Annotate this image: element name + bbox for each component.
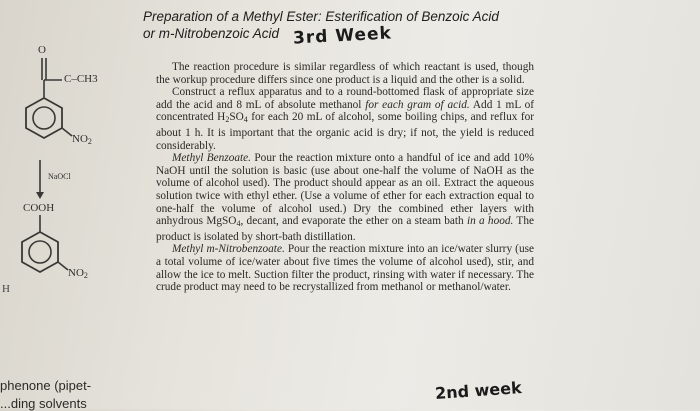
benzoate-text-b: Pour the reaction mixture onto a handful of ice and add 10% NaOH until the solution is basic (use about one-half the volume of NaOH as the volume of alcohol used). The product should appear as an oil. Extract the aqueous solution twice with ethyl ether. (Use a volume of ether for each extraction equal to one-half the volume of alcohol used.) Dry the combined ether layers with anhydrous MgSO (156, 152, 534, 228)
nitro-label-top (72, 133, 92, 146)
so4-subscript: 4 (243, 115, 248, 125)
nitrobenzoate-text: Pour the reaction mixture into an ice/water slurry (use a total volume of ice/water about five times the volume of alcohol used), stir, and allow the ice to melt. Suction filter the product, rinsing with water if necessary. The crude product may need to be recrystallized from methanol or methanol/water. (156, 243, 534, 294)
benzene-ring-bottom (22, 232, 58, 272)
nitro-sub-bottom: 2 (83, 271, 88, 280)
margin-text-line-1: phenone (pipet- (0, 378, 92, 393)
h2-subscript: 2 (225, 115, 230, 125)
handwritten-week-note-2: 2nd week (434, 378, 523, 403)
paragraph-nitrobenzoate (156, 243, 534, 293)
margin-text-line-2: ...ding solvents (0, 396, 87, 411)
nitro-bond-top (62, 128, 72, 136)
nitro-sub-top: 2 (87, 137, 92, 146)
methyl-label: C–CH3 (64, 73, 98, 85)
handwritten-week-note: 3rd Week (292, 23, 393, 49)
benzene-ring-top (26, 98, 62, 138)
benzoate-text-e: The product is isolated by short-bath distillation. (156, 215, 534, 243)
benzoate-text-d: in a hood. (466, 215, 514, 228)
reflux-text-a: Construct a reflux apparatus and to a round-bottomed flask of appropriate size add the acid and 8 mL of absolute methanol (156, 86, 534, 111)
nitro-text-bottom: NO (68, 267, 84, 279)
reflux-text-c: Add 1 mL of concentrated H (156, 98, 534, 124)
reflux-text-d: SO (229, 111, 244, 124)
nitro-text-top: NO (72, 133, 88, 145)
benzoate-heading: Methyl Benzoate. (172, 152, 251, 165)
arrow-head (36, 192, 44, 199)
margin-edge-char: H (2, 283, 10, 295)
procedure-body (156, 61, 534, 294)
reaction-scheme (0, 0, 150, 409)
aromatic-circle-bottom (29, 241, 51, 263)
reagent-label: NaOCl (48, 172, 71, 181)
reflux-text-b: for each gram of acid. (365, 98, 470, 111)
reflux-text-e: for each 20 mL of alcohol, some boiling chips, and reflux for about 1 h. It is important that the organic acid is dry; if not, the yield is reduced considerably. (156, 111, 534, 152)
nitro-bond-bottom (58, 262, 68, 270)
paragraph-intro: The reaction procedure is similar regardless of which reactant is used, though the workup procedure differs since one product is a liquid and the other is a solid. (156, 61, 534, 86)
title-line-2: or m-Nitrobenzoic Acid (143, 26, 280, 41)
paragraph-methyl-benzoate (156, 152, 534, 243)
methyl-text: CH3 (76, 73, 98, 85)
title-line-1: Preparation of a Methyl Ester: Esterification of Benzoic Acid (143, 9, 499, 24)
carboxyl-label: COOH (23, 202, 55, 214)
mgso4-subscript: 4 (236, 219, 241, 229)
benzene-structures-svg (0, 0, 150, 300)
nitrobenzoate-heading: Methyl m-Nitrobenzoate. (172, 243, 285, 256)
benzoate-text-c: , decant, and evaporate the ether on a steam bath (240, 215, 467, 228)
paragraph-reflux (156, 86, 534, 152)
nitro-label-bottom (68, 267, 88, 280)
aromatic-circle-top (33, 107, 55, 129)
carbonyl-oxygen-label: O (38, 44, 46, 56)
